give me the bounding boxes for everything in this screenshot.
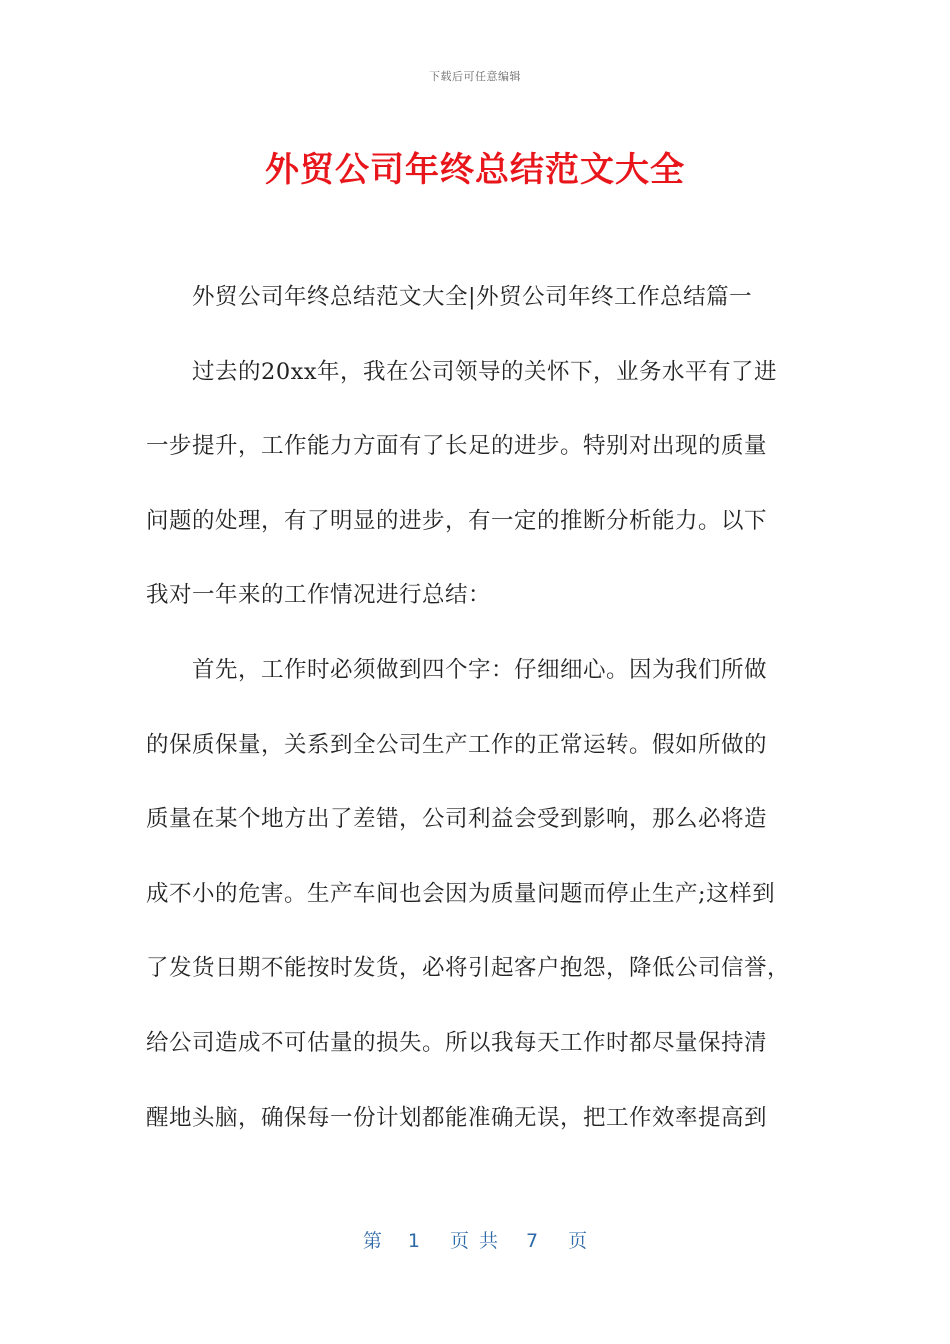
- footer-page-total: 7: [526, 1230, 539, 1252]
- paragraph-line: 问题的处理，有了明显的进步，有一定的推断分析能力。以下: [146, 507, 768, 534]
- paragraph-line: 的保质保量，关系到全公司生产工作的正常运转。假如所做的: [146, 731, 768, 758]
- paragraph-line: 过去的20xx年，我在公司领导的关怀下，业务水平有了进: [192, 358, 778, 385]
- page-footer: [0, 1226, 950, 1253]
- paragraph-line: 成不小的危害。生产车间也会因为质量问题而停止生产;这样到: [146, 880, 776, 907]
- paragraph-line: 醒地头脑，确保每一份计划都能准确无误，把工作效率提高到: [146, 1104, 768, 1131]
- paragraph-line: 质量在某个地方出了差错，公司利益会受到影响，那么必将造: [146, 806, 768, 833]
- paragraph-line: 首先，工作时必须做到四个字：仔细细心。因为我们所做: [192, 656, 768, 683]
- footer-page-suffix: 页: [568, 1230, 588, 1252]
- document-body: [146, 275, 806, 1170]
- paragraph-line: 给公司造成不可估量的损失。所以我每天工作时都尽量保持清: [146, 1029, 768, 1056]
- paragraph-line: 了发货日期不能按时发货，必将引起客户抱怨，降低公司信誉，: [146, 955, 791, 982]
- footer-page-number: 1: [407, 1230, 420, 1252]
- paragraph-line: 我对一年来的工作情况进行总结：: [146, 582, 492, 609]
- header-note: 下载后可任意编辑: [429, 70, 521, 83]
- paragraph-line: 一步提升，工作能力方面有了长足的进步。特别对出现的质量: [146, 433, 768, 460]
- document-title: 外贸公司年终总结范文大全: [265, 150, 685, 190]
- footer-page-mid: 页共: [449, 1230, 508, 1252]
- paragraph-line: 外贸公司年终总结范文大全|外贸公司年终工作总结篇一: [192, 284, 753, 310]
- footer-page-prefix: 第: [362, 1230, 382, 1252]
